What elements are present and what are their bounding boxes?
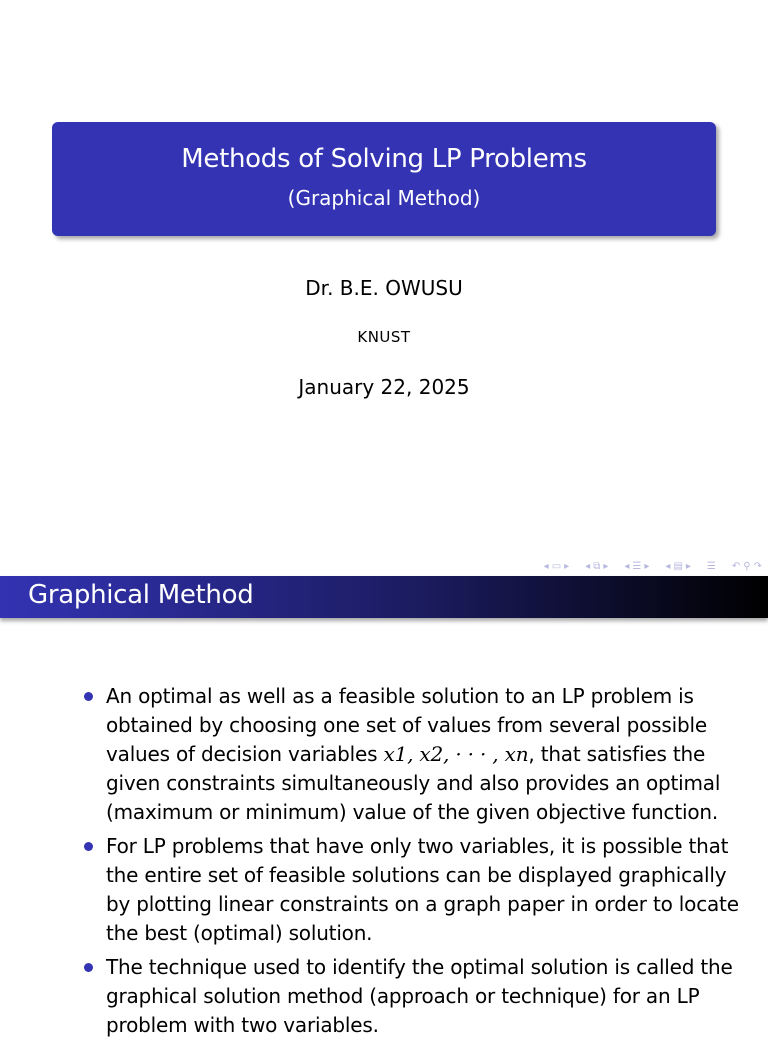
nav-slide-icon[interactable]: ▤ <box>673 561 683 572</box>
nav-slide-back-icon[interactable]: ◂ <box>665 561 671 572</box>
nav-subsection-icon[interactable]: ⧉ <box>593 561 601 572</box>
bullet-math: x1, x2, · · · , xn <box>383 742 529 766</box>
list-item <box>80 682 740 827</box>
bullet-icon <box>84 963 93 972</box>
frame-title-bar <box>0 576 768 618</box>
nav-slide-forward-icon[interactable]: ▸ <box>685 561 691 572</box>
frame-title: Graphical Method <box>28 580 254 610</box>
nav-frame-icon[interactable]: ▭ <box>551 561 562 572</box>
nav-search-icon[interactable]: ⚲ <box>743 561 751 572</box>
author-name: Dr. B.E. OWUSU <box>305 276 463 300</box>
bullet-text-after: , that satisfies the given constraints simultaneously and also provides an optimal (maximum or minimum) value of the given objective function. <box>106 742 721 824</box>
nav-presentation-icon[interactable]: ☰ <box>706 561 716 572</box>
nav-subsection-forward-icon[interactable]: ▸ <box>603 561 609 572</box>
nav-section-back-icon[interactable]: ◂ <box>624 561 630 572</box>
institute-name: KNUST <box>357 328 411 346</box>
presentation-subtitle: (Graphical Method) <box>287 186 481 210</box>
beamer-navigation-bar <box>544 561 762 572</box>
nav-subsection-back-icon[interactable]: ◂ <box>585 561 591 572</box>
bullet-text-before: An optimal as well as a feasible solution to an LP problem is obtained by choosing one set of values from several possible values of decision variables <box>106 684 707 766</box>
nav-frame-back-icon[interactable]: ◂ <box>543 561 549 572</box>
list-item <box>80 953 740 1040</box>
presentation-title: Methods of Solving LP Problems <box>181 144 587 174</box>
presentation-date: January 22, 2025 <box>298 375 470 399</box>
title-block <box>52 122 716 236</box>
nav-section-forward-icon[interactable]: ▸ <box>644 561 650 572</box>
nav-section-icon[interactable]: ☰ <box>632 561 642 572</box>
bullet-text: For LP problems that have only two variables, it is possible that the entire set of feasible solutions can be displayed graphically by plotting linear constraints on a graph paper in order to locate the best (optimal) solution. <box>106 834 739 945</box>
bullet-icon <box>84 842 93 851</box>
bullet-text: The technique used to identify the optimal solution is called the graphical solution method (approach or technique) for an LP problem with two variables. <box>106 955 733 1037</box>
nav-redo-icon[interactable]: ↷ <box>753 561 762 572</box>
nav-frame-forward-icon[interactable]: ▸ <box>564 561 570 572</box>
bullet-list <box>80 682 740 1045</box>
nav-undo-icon[interactable]: ↶ <box>731 561 741 572</box>
content-slide <box>0 576 768 1037</box>
bullet-icon <box>84 692 93 701</box>
list-item <box>80 832 740 948</box>
